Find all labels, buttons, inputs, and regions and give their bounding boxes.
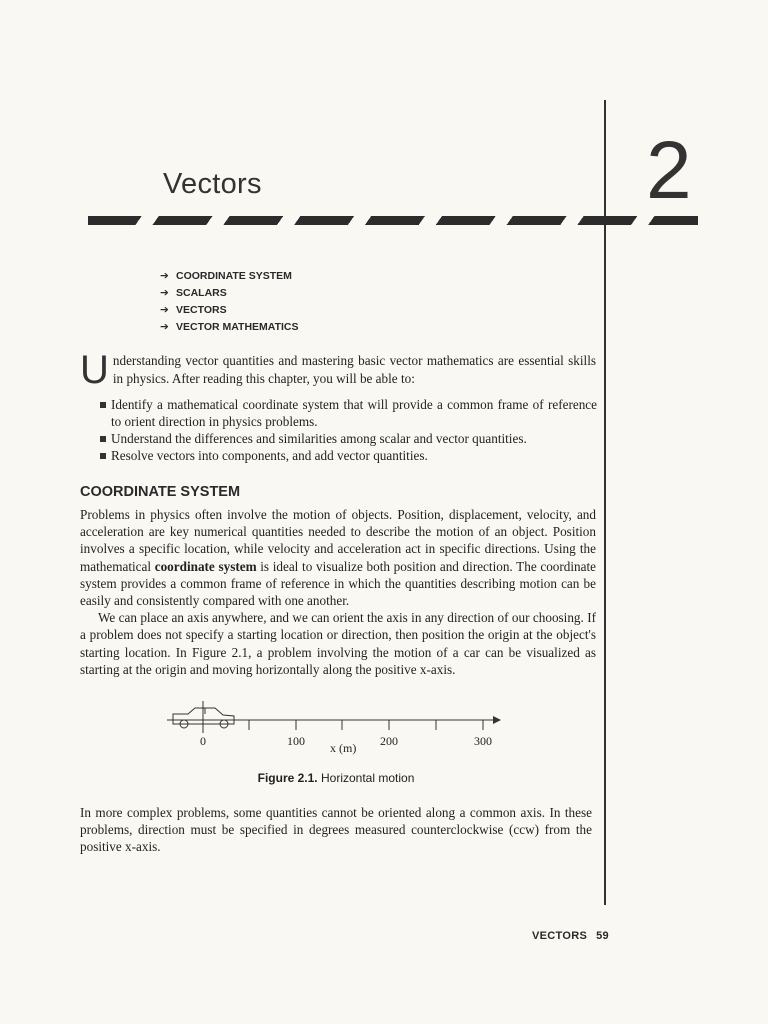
objective-item: Identify a mathematical coordinate system that will provide a common frame of reference to orient direction in physics problems.	[100, 396, 597, 430]
tick-label-0: 0	[200, 734, 206, 748]
paragraph-3: In more complex problems, some quantities cannot be oriented along a common axis. In these problems, direction must be specified in degrees measured counterclockwise (ccw) from the positive x-axis.	[80, 805, 592, 855]
arrow-icon: ➔	[160, 321, 169, 333]
chapter-topics-list	[160, 268, 299, 336]
axis-arrowhead	[493, 716, 501, 724]
section-heading: COORDINATE SYSTEM	[80, 484, 241, 500]
arrow-icon: ➔	[160, 287, 169, 299]
objective-item: Resolve vectors into components, and add vector quantities.	[100, 447, 597, 464]
topic-item: ➔ SCALARS	[160, 285, 299, 302]
arrow-icon: ➔	[160, 270, 169, 282]
tick-label-100: 100	[287, 734, 305, 748]
bullet-square-icon	[100, 402, 106, 408]
topic-item: ➔ COORDINATE SYSTEM	[160, 268, 299, 285]
axis-label: x (m)	[330, 741, 357, 755]
intro-paragraph: Understanding vector quantities and mastering basic vector mathematics are essential skills in physics. After reading this chapter, you will be able to:	[80, 348, 596, 392]
figure-horizontal-motion	[165, 695, 510, 757]
arrow-icon: ➔	[160, 304, 169, 316]
bullet-square-icon	[100, 453, 106, 459]
key-term: coordinate system	[154, 558, 257, 574]
section-body	[80, 506, 596, 678]
topic-item: ➔ VECTOR MATHEMATICS	[160, 319, 299, 336]
topic-item: ➔ VECTORS	[160, 302, 299, 319]
figure-caption: Figure 2.1. Horizontal motion	[257, 771, 415, 785]
running-head: VECTORS	[532, 930, 588, 942]
chapter-title: Vectors	[163, 168, 262, 200]
tick-label-200: 200	[380, 734, 398, 748]
paragraph-2: We can place an axis anywhere, and we can orient the axis in any direction of our choosing. If a problem does not specify a starting location or direction, then position the origin at the object's starting location. In Figure 2.1, a problem involving the motion of a car can be visualized as starting at the origin and moving horizontally along the positive x-axis.	[80, 610, 596, 677]
page-footer	[532, 930, 609, 942]
paragraph-1: Problems in physics often involve the motion of objects. Position, displacement, velocity, and acceleration are key numerical quantities needed to describe the motion of an object. Position involves a specific location, while velocity and acceleration act in specific directions. Using the mathematical coordinate system is ideal to visualize both position and direction. The coordinate system provides a common frame of reference in which the quantities describing motion can be easily and consistently compared with one another.	[80, 507, 597, 609]
tick-label-300: 300	[474, 734, 492, 748]
learning-objectives	[100, 396, 597, 464]
page-number: 59	[596, 930, 609, 942]
bullet-square-icon	[100, 436, 106, 442]
drop-cap: U	[80, 348, 109, 392]
chapter-stripe-divider	[88, 216, 698, 225]
objective-item: Understand the differences and similarities among scalar and vector quantities.	[100, 430, 597, 447]
chapter-number: 2	[646, 125, 692, 216]
